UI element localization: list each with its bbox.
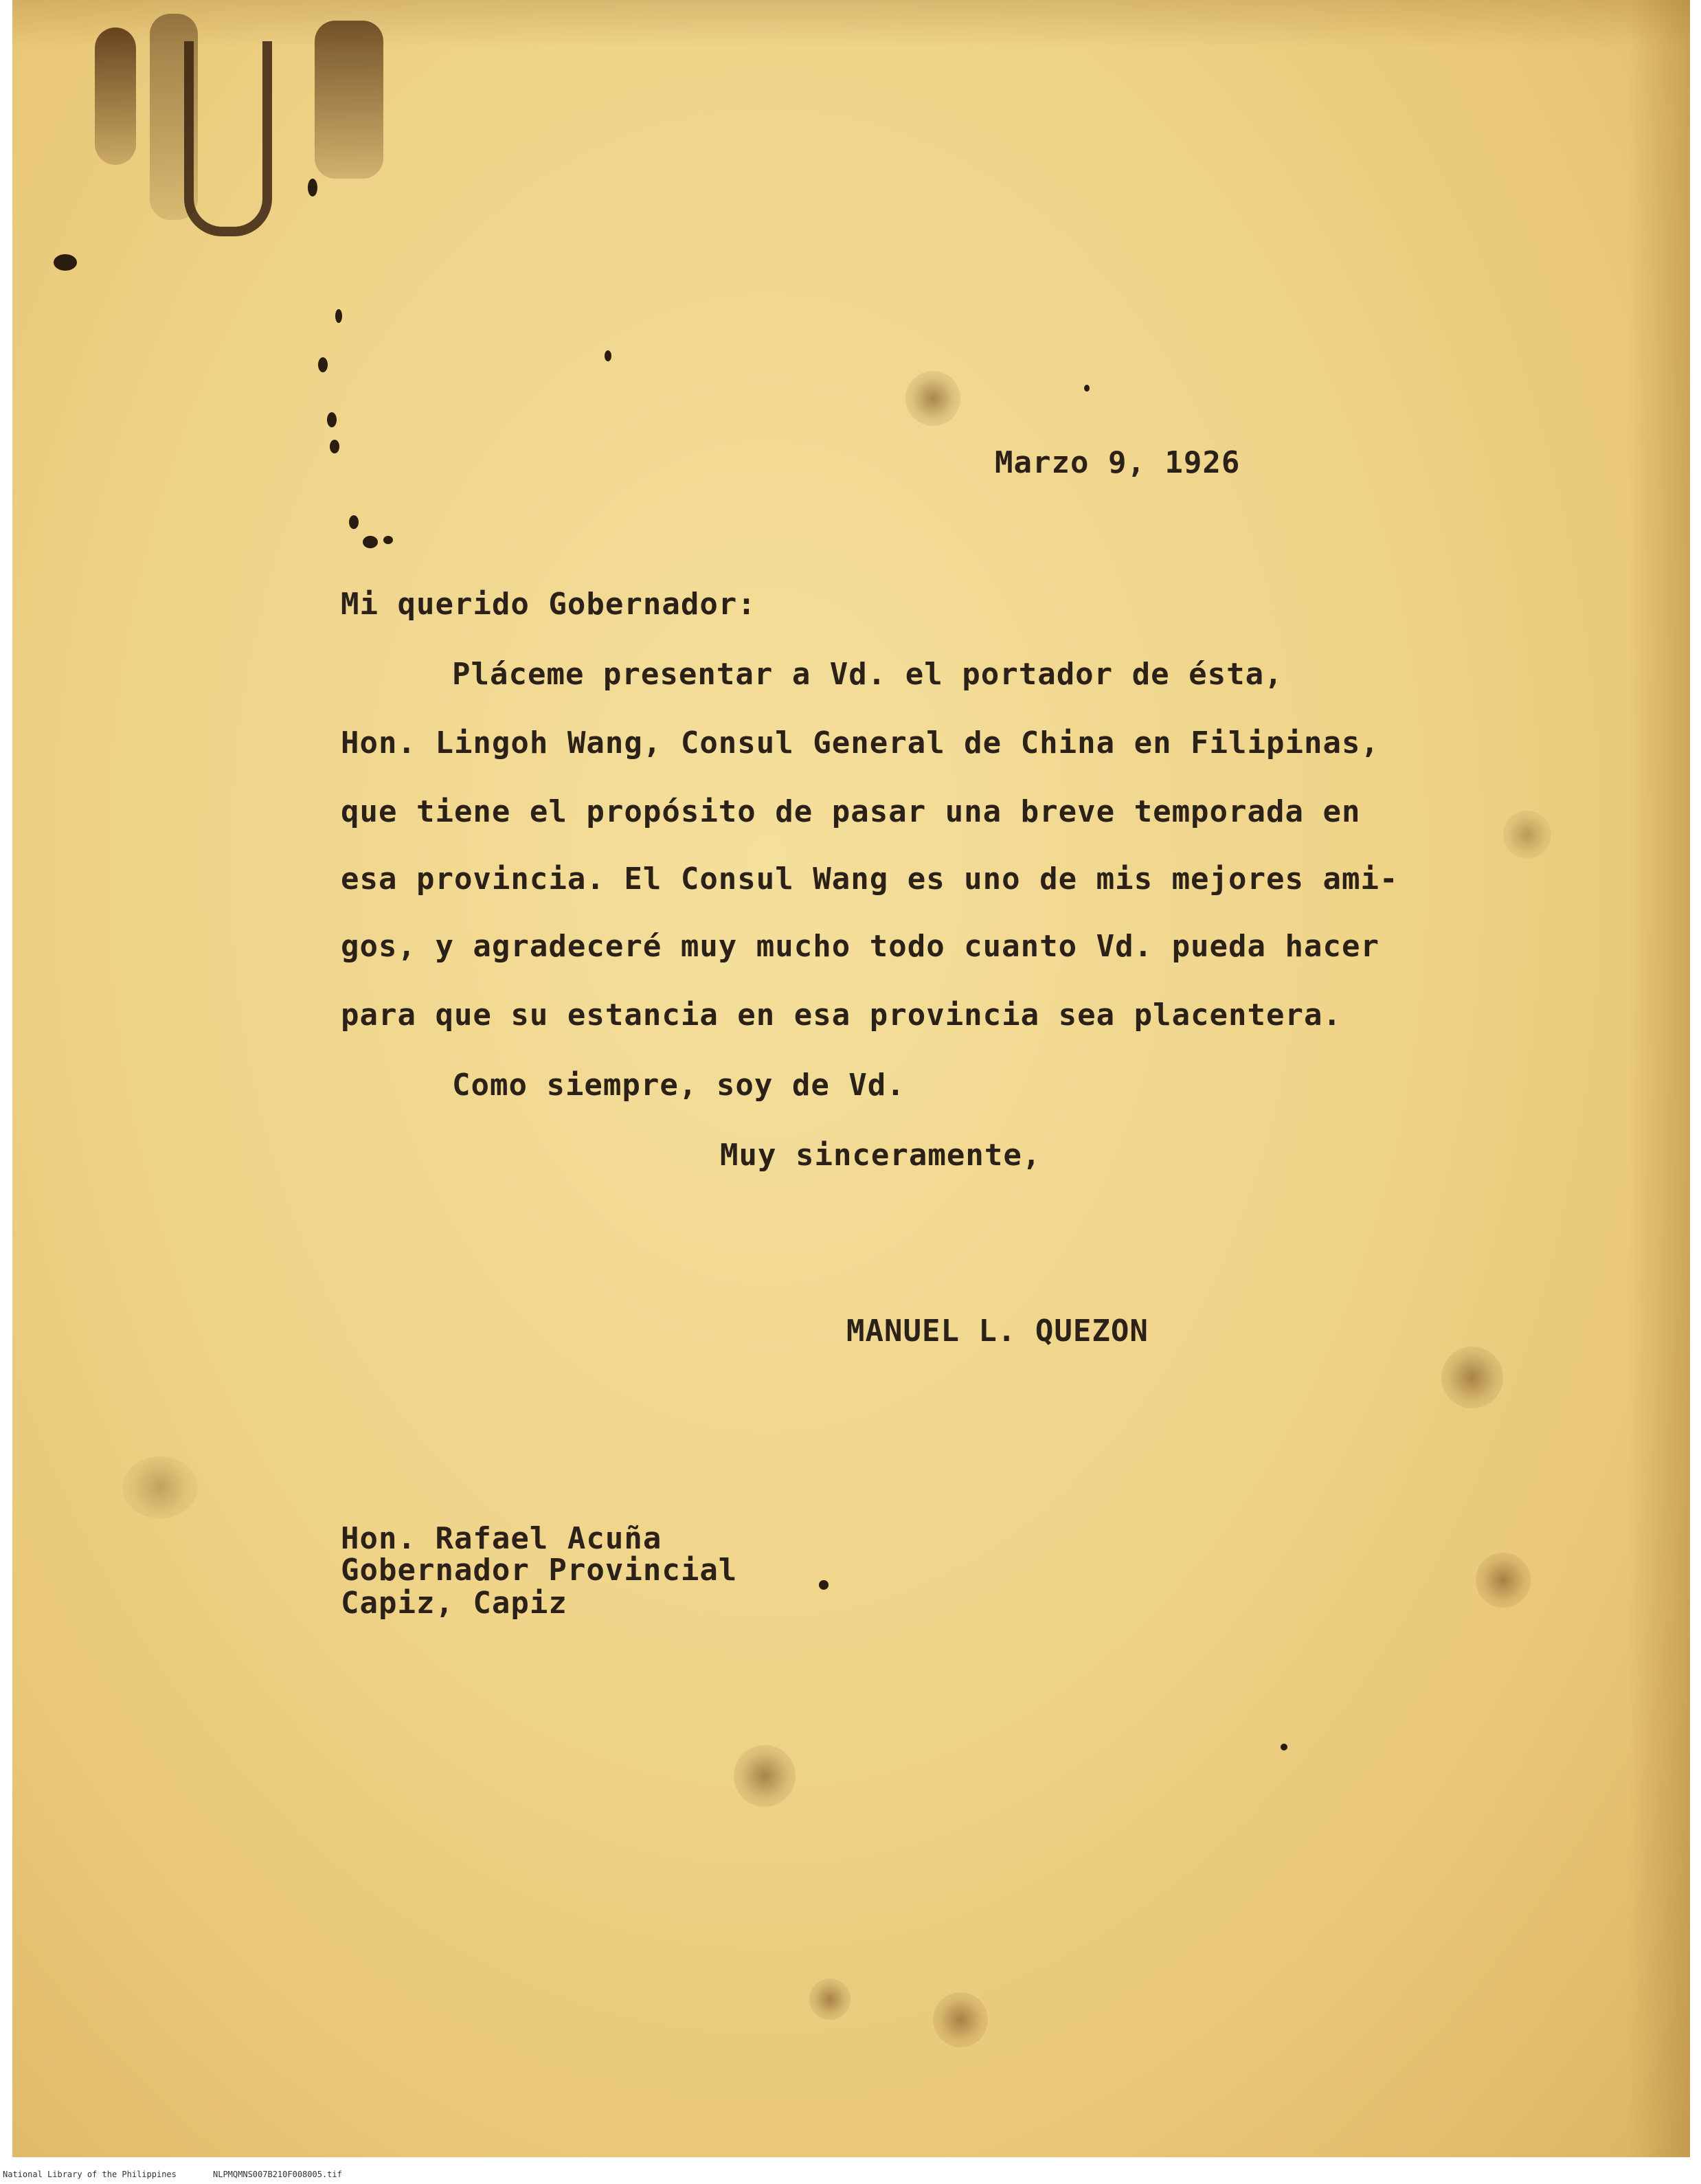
age-spot: [1476, 1553, 1531, 1608]
body-line: para que su estancia en esa provincia sea placentera.: [341, 998, 1342, 1033]
recipient-title: Gobernador Provincial: [341, 1553, 738, 1588]
file-name: NLPMQMNS007B210F008005.tif: [213, 2170, 342, 2179]
ink-spot: [330, 440, 339, 453]
ink-spot: [335, 309, 342, 323]
rust-stain: [315, 21, 383, 179]
ink-spot: [54, 254, 77, 271]
ink-spot: [605, 350, 611, 361]
ink-spot: [308, 179, 317, 196]
ink-spot: [819, 1580, 829, 1590]
ink-spot: [318, 357, 328, 372]
ink-spot: [349, 515, 359, 529]
age-spot: [734, 1745, 796, 1807]
ink-spot: [327, 412, 337, 427]
age-spot: [1441, 1347, 1503, 1408]
valediction: Muy sinceramente,: [720, 1138, 1041, 1173]
body-line: esa provincia. El Consul Wang es uno de mis mejores ami-: [341, 862, 1399, 897]
salutation: Mi querido Gobernador:: [341, 587, 756, 622]
body-line: Pláceme presentar a Vd. el portador de ésta,: [452, 657, 1283, 692]
ink-spot: [1084, 385, 1090, 392]
closing-line: Como siempre, soy de Vd.: [452, 1068, 905, 1103]
age-spot: [1503, 811, 1551, 859]
paperclip-mark: [184, 41, 272, 236]
recipient-location: Capiz, Capiz: [341, 1586, 567, 1621]
age-spot: [905, 371, 960, 426]
recipient-name: Hon. Rafael Acuña: [341, 1521, 662, 1556]
ink-spot: [1281, 1744, 1287, 1750]
ink-spot: [383, 536, 393, 544]
age-spot: [122, 1456, 198, 1518]
archive-credit: National Library of the Philippines: [3, 2170, 177, 2179]
signature-name: MANUEL L. QUEZON: [846, 1314, 1149, 1349]
ink-spot: [363, 536, 378, 548]
paper-edge-shading: [1628, 0, 1690, 2157]
letter-page: [12, 0, 1690, 2157]
body-line: que tiene el propósito de pasar una breve temporada en: [341, 794, 1361, 829]
letter-date: Marzo 9, 1926: [995, 445, 1241, 480]
rust-stain: [95, 27, 136, 165]
age-spot: [933, 1992, 988, 2047]
age-spot: [809, 1979, 850, 2020]
body-line: gos, y agradeceré muy mucho todo cuanto Vd. pueda hacer: [341, 929, 1379, 964]
body-line: Hon. Lingoh Wang, Consul General de China en Filipinas,: [341, 725, 1379, 761]
